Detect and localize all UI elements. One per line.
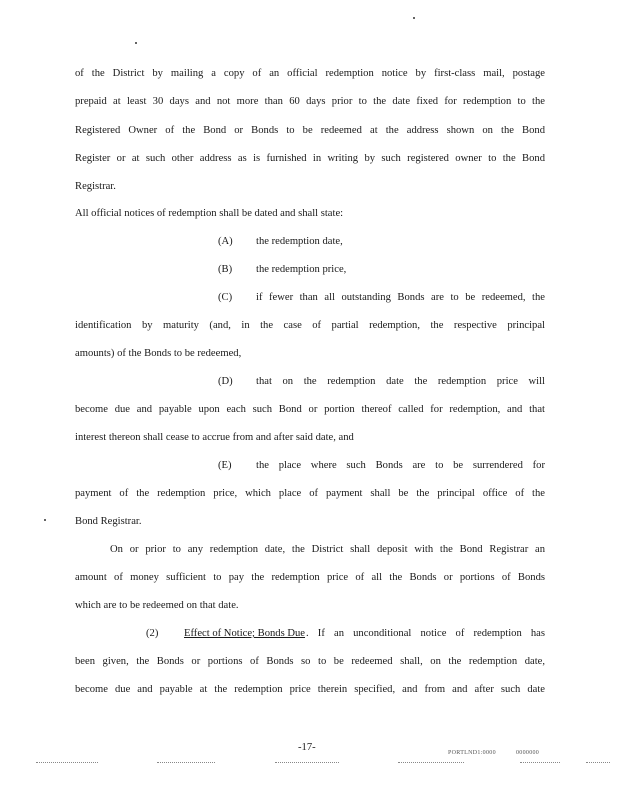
section-number: (2) bbox=[146, 628, 159, 639]
body-line: Register or at such other address as is furnished in writing by such registered owner to the Bond bbox=[75, 153, 545, 164]
footer-rule bbox=[520, 762, 560, 764]
body-line: become due and payable at the redemption price therein specified, and from and after such date bbox=[75, 684, 545, 695]
list-item-text: the redemption date, bbox=[256, 236, 343, 247]
list-item-letter: (A) bbox=[218, 236, 233, 247]
page-number: -17- bbox=[298, 742, 316, 753]
body-line: All official notices of redemption shall be dated and shall state: bbox=[75, 208, 344, 219]
section-heading: Effect of Notice; Bonds Due bbox=[184, 628, 306, 639]
footer-rule bbox=[275, 762, 339, 764]
body-line: amount of money sufficient to pay the redemption price of all the Bonds or portions of Bonds bbox=[75, 572, 545, 583]
body-line: prepaid at least 30 days and not more than 60 days prior to the date fixed for redemption to the bbox=[75, 96, 545, 107]
list-item-text: that on the redemption date the redemption price will bbox=[256, 376, 545, 387]
body-line: Bond Registrar. bbox=[75, 516, 142, 527]
body-line: Registrar. bbox=[75, 181, 116, 192]
footer-rule bbox=[157, 762, 215, 764]
body-line: Registered Owner of the Bond or Bonds to be redeemed at the address shown on the Bond bbox=[75, 125, 545, 136]
list-item-letter: (D) bbox=[218, 376, 233, 387]
body-line: become due and payable upon each such Bond or portion thereof called for redemption, and that bbox=[75, 404, 545, 415]
body-line: interest thereon shall cease to accrue from and after said date, and bbox=[75, 432, 354, 443]
list-item-letter: (C) bbox=[218, 292, 233, 303]
list-item-text: the redemption price, bbox=[256, 264, 347, 275]
footer-rule bbox=[36, 762, 98, 764]
body-line: been given, the Bonds or portions of Bonds so to be redeemed shall, on the redemption date, bbox=[75, 656, 545, 667]
body-line: payment of the redemption price, which place of payment shall be the principal office of the bbox=[75, 488, 545, 499]
footer-rule bbox=[398, 762, 464, 764]
body-line: of the District by mailing a copy of an official redemption notice by first-class mail, postage bbox=[75, 68, 545, 79]
body-line: which are to be redeemed on that date. bbox=[75, 600, 239, 611]
list-item-text: if fewer than all outstanding Bonds are to be redeemed, the bbox=[256, 292, 545, 303]
footer-stamp: PORTLND1:0000 bbox=[448, 750, 496, 756]
body-line: amounts) of the Bonds to be redeemed, bbox=[75, 348, 242, 359]
scan-speck bbox=[135, 42, 137, 44]
body-line: identification by maturity (and, in the case of partial redemption, the respective principal bbox=[75, 320, 545, 331]
list-item-text: the place where such Bonds are to be surrendered for bbox=[256, 460, 545, 471]
body-line: On or prior to any redemption date, the District shall deposit with the Bond Registrar an bbox=[110, 544, 545, 555]
section-text: . If an unconditional notice of redemption has bbox=[306, 628, 545, 639]
list-item-letter: (B) bbox=[218, 264, 233, 275]
scan-speck bbox=[44, 519, 46, 521]
footer-code: 0000000 bbox=[516, 750, 540, 756]
list-item-letter: (E) bbox=[218, 460, 232, 471]
scan-speck bbox=[413, 17, 415, 19]
section-first-line bbox=[184, 628, 545, 640]
footer-rule bbox=[586, 762, 610, 764]
